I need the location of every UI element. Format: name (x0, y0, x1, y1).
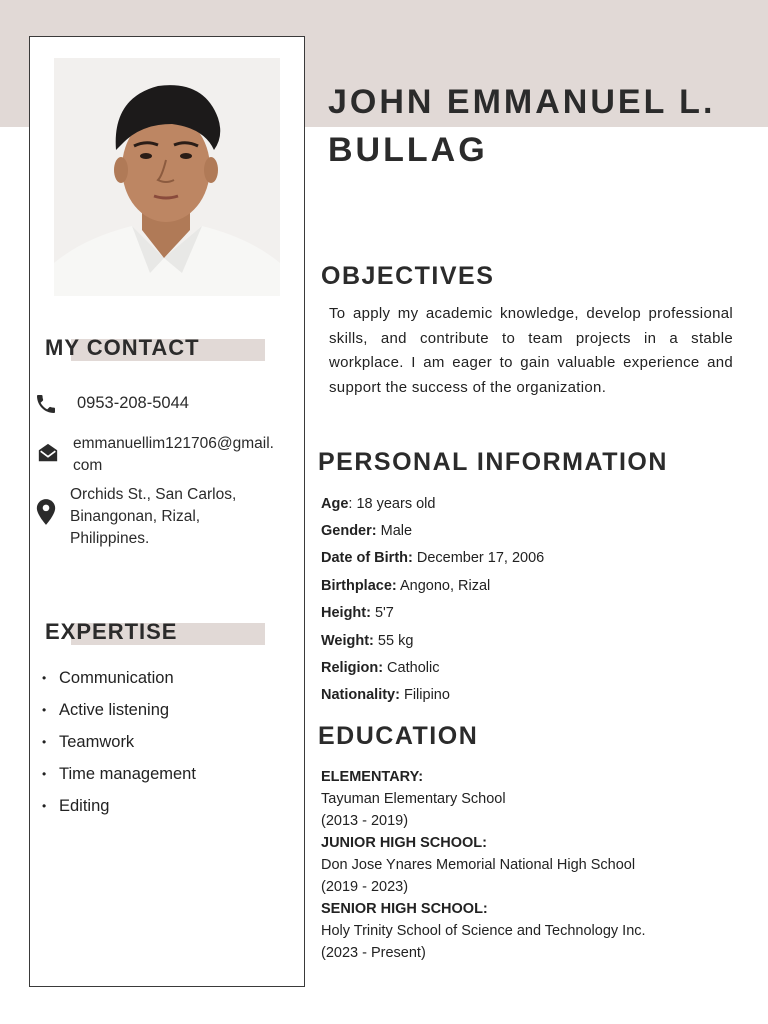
info-row-nationality (321, 687, 450, 703)
info-label: Religion: (321, 660, 384, 676)
list-item: • Communication (42, 666, 196, 698)
email-line-1: emmanuellim121706@gmail. (73, 435, 274, 452)
address-line-1: Orchids St., San Carlos, (70, 486, 237, 503)
full-name (328, 78, 768, 174)
info-row-gender (321, 523, 412, 539)
info-value: December 17, 2006 (412, 550, 545, 566)
email-address (73, 433, 274, 477)
address-line-2: Binangonan, Rizal, (70, 508, 201, 525)
expertise-heading-text: EXPERTISE (45, 619, 178, 644)
education-level: JUNIOR HIGH SCHOOL: (321, 835, 487, 851)
info-value: Catholic (383, 660, 440, 676)
expertise-heading (45, 619, 177, 645)
skill-label: Active listening (59, 701, 170, 719)
profile-photo (54, 58, 280, 296)
list-item: • Teamwork (42, 730, 196, 762)
info-label: Height: (321, 605, 371, 621)
info-value: 18 years old (352, 496, 436, 512)
objective-text: To apply my academic knowledge, develop professional skills, and contribute to team projects in a stable workplace. I am eager to gain valuable experience and support the success of the organization. (329, 305, 733, 396)
info-row-weight (321, 633, 413, 649)
education-level: SENIOR HIGH SCHOOL: (321, 901, 488, 917)
info-label: Birthplace: (321, 578, 397, 594)
location-pin-icon (35, 498, 57, 526)
education-years: (2019 - 2023) (321, 879, 409, 895)
envelope-icon (37, 442, 59, 464)
info-value: 5'7 (370, 605, 394, 621)
skill-label: Communication (59, 669, 174, 687)
list-item: • Time management (42, 762, 196, 794)
info-value: 55 kg (373, 633, 414, 649)
info-value: Male (376, 523, 413, 539)
phone-number: 0953-208-5044 (77, 394, 189, 412)
skill-label: Time management (59, 765, 196, 783)
contact-heading (45, 335, 200, 361)
info-row-height (321, 605, 394, 621)
full-name-line1: JOHN EMMANUEL L. (328, 83, 716, 121)
info-value: Angono, Rizal (396, 578, 491, 594)
list-item: • Editing (42, 794, 196, 826)
info-label: Age (321, 496, 349, 512)
phone-icon (34, 392, 58, 416)
skills-list (42, 666, 196, 826)
education-school: Holy Trinity School of Science and Technology Inc. (321, 923, 646, 939)
profile-photo-illustration (54, 58, 280, 296)
info-label: Gender: (321, 523, 377, 539)
info-row-age (321, 496, 435, 512)
education-level: ELEMENTARY: (321, 769, 424, 785)
info-row-religion (321, 660, 439, 676)
full-name-line2: BULLAG (328, 131, 488, 169)
info-label: Date of Birth: (321, 550, 413, 566)
home-address (70, 484, 236, 550)
personal-info-heading: PERSONAL INFORMATION (318, 448, 668, 476)
info-separator: : (348, 496, 353, 512)
skill-label: Editing (59, 797, 110, 815)
info-label: Weight: (321, 633, 374, 649)
info-row-birthdate (321, 550, 544, 566)
education-school: Don Jose Ynares Memorial National High School (321, 857, 636, 873)
list-item: • Active listening (42, 698, 196, 730)
objectives-heading: OBJECTIVES (321, 262, 495, 290)
info-label: Nationality: (321, 687, 400, 703)
info-value: Filipino (399, 687, 450, 703)
email-line-2: com (73, 457, 103, 474)
info-row-birthplace (321, 578, 490, 594)
education-years: (2023 - Present) (321, 945, 426, 961)
skill-label: Teamwork (59, 733, 135, 751)
education-school: Tayuman Elementary School (321, 791, 506, 807)
contact-heading-text: MY CONTACT (45, 335, 200, 360)
address-line-3: Philippines. (70, 530, 150, 547)
education-heading: EDUCATION (318, 722, 479, 750)
education-years: (2013 - 2019) (321, 813, 409, 829)
